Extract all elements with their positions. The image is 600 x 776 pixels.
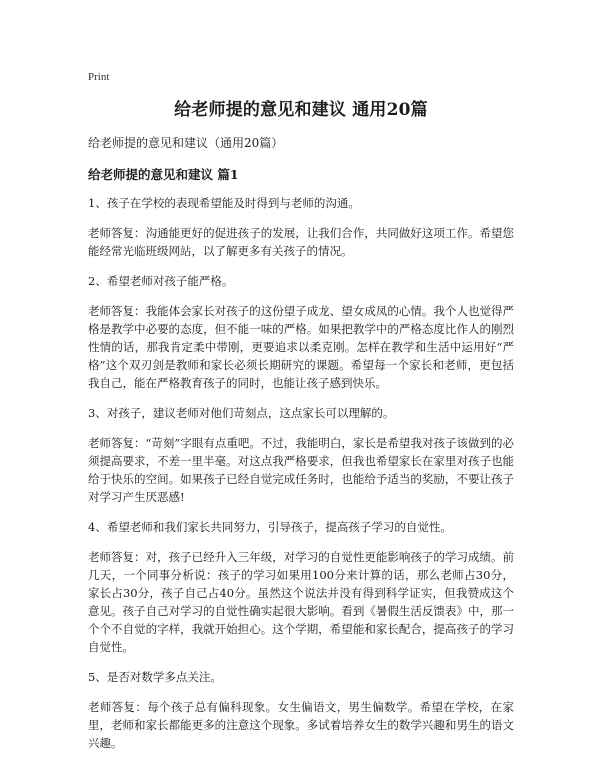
document-page (88, 70, 514, 764)
answer-5: 老师答复：每个孩子总有偏科现象。女生偏语文，男生偏数学。希望在学校，在家里，老师和家长都能更多的注意这个现象。多试着培养女生的数学兴趣和男生的语文兴趣。 (88, 700, 514, 750)
question-5: 5、是否对数学多点关注。 (88, 670, 222, 684)
section-heading: 给老师提的意见和建议 篇1 (88, 167, 239, 182)
print-label: Print (88, 71, 110, 83)
answer-3: 老师答复：“苛刻”字眼有点重吧。不过，我能明白，家长是希望我对孩子该做到的必须提高要求，不差一里半毫。对这点我严格要求，但我也希望家长在家里对孩子也能给于快乐的空间。如果孩子已经自觉完成任务时，也能给予适当的奖励，不要让孩子对学习产生厌恶感! (88, 436, 514, 504)
question-2: 2、希望老师对孩子能严格。 (88, 274, 234, 288)
answer-1: 老师答复：沟通能更好的促进孩子的发展，让我们合作，共同做好这项工作。希望您能经常光临班级网站，以了解更多有关孩子的情况。 (88, 226, 514, 258)
answer-4: 老师答复：对，孩子已经升入三年级，对学习的自觉性更能影响孩子的学习成绩。前几天，一个同事分析说：孩子的学习如果用100分来计算的话，那么老师占30分，家长占30分，孩子自己占40分。虽然这个说法并没有得到科学证实，但我赞成这个意见。孩子自己对学习的自觉性确实起很大影响。看到《暑假生活反馈表》中，那一个个不自觉的字样，我就开始担心。这个学期，希望能和家长配合，提高孩子的学习自觉性。 (88, 550, 514, 654)
question-1: 1、孩子在学校的表现希望能及时得到与老师的沟通。 (88, 196, 360, 210)
question-4: 4、希望老师和我们家长共同努力，引导孩子，提高孩子学习的自觉性。 (88, 520, 452, 534)
answer-2: 老师答复：我能体会家长对孩子的这份望子成龙、望女成凤的心情。我个人也觉得严格是教学中必要的态度，但不能一味的严格。如果把教学中的严格态度比作人的刚烈性情的话，那我肯定柔中带刚，更要追求以柔克刚。怎样在教学和生活中运用好“严格”这个双刃剑是教师和家长必须长期研究的课题。希望每一个家长和老师，更包括我自己，能在严格教育孩子的同时，也能让孩子感到快乐。 (88, 304, 514, 390)
question-3: 3、对孩子，建议老师对他们苛刻点，这点家长可以理解的。 (88, 406, 395, 420)
document-title: 给老师提的意见和建议 通用20篇 (174, 100, 428, 120)
document-subtitle: 给老师提的意见和建议（通用20篇） (88, 136, 284, 150)
